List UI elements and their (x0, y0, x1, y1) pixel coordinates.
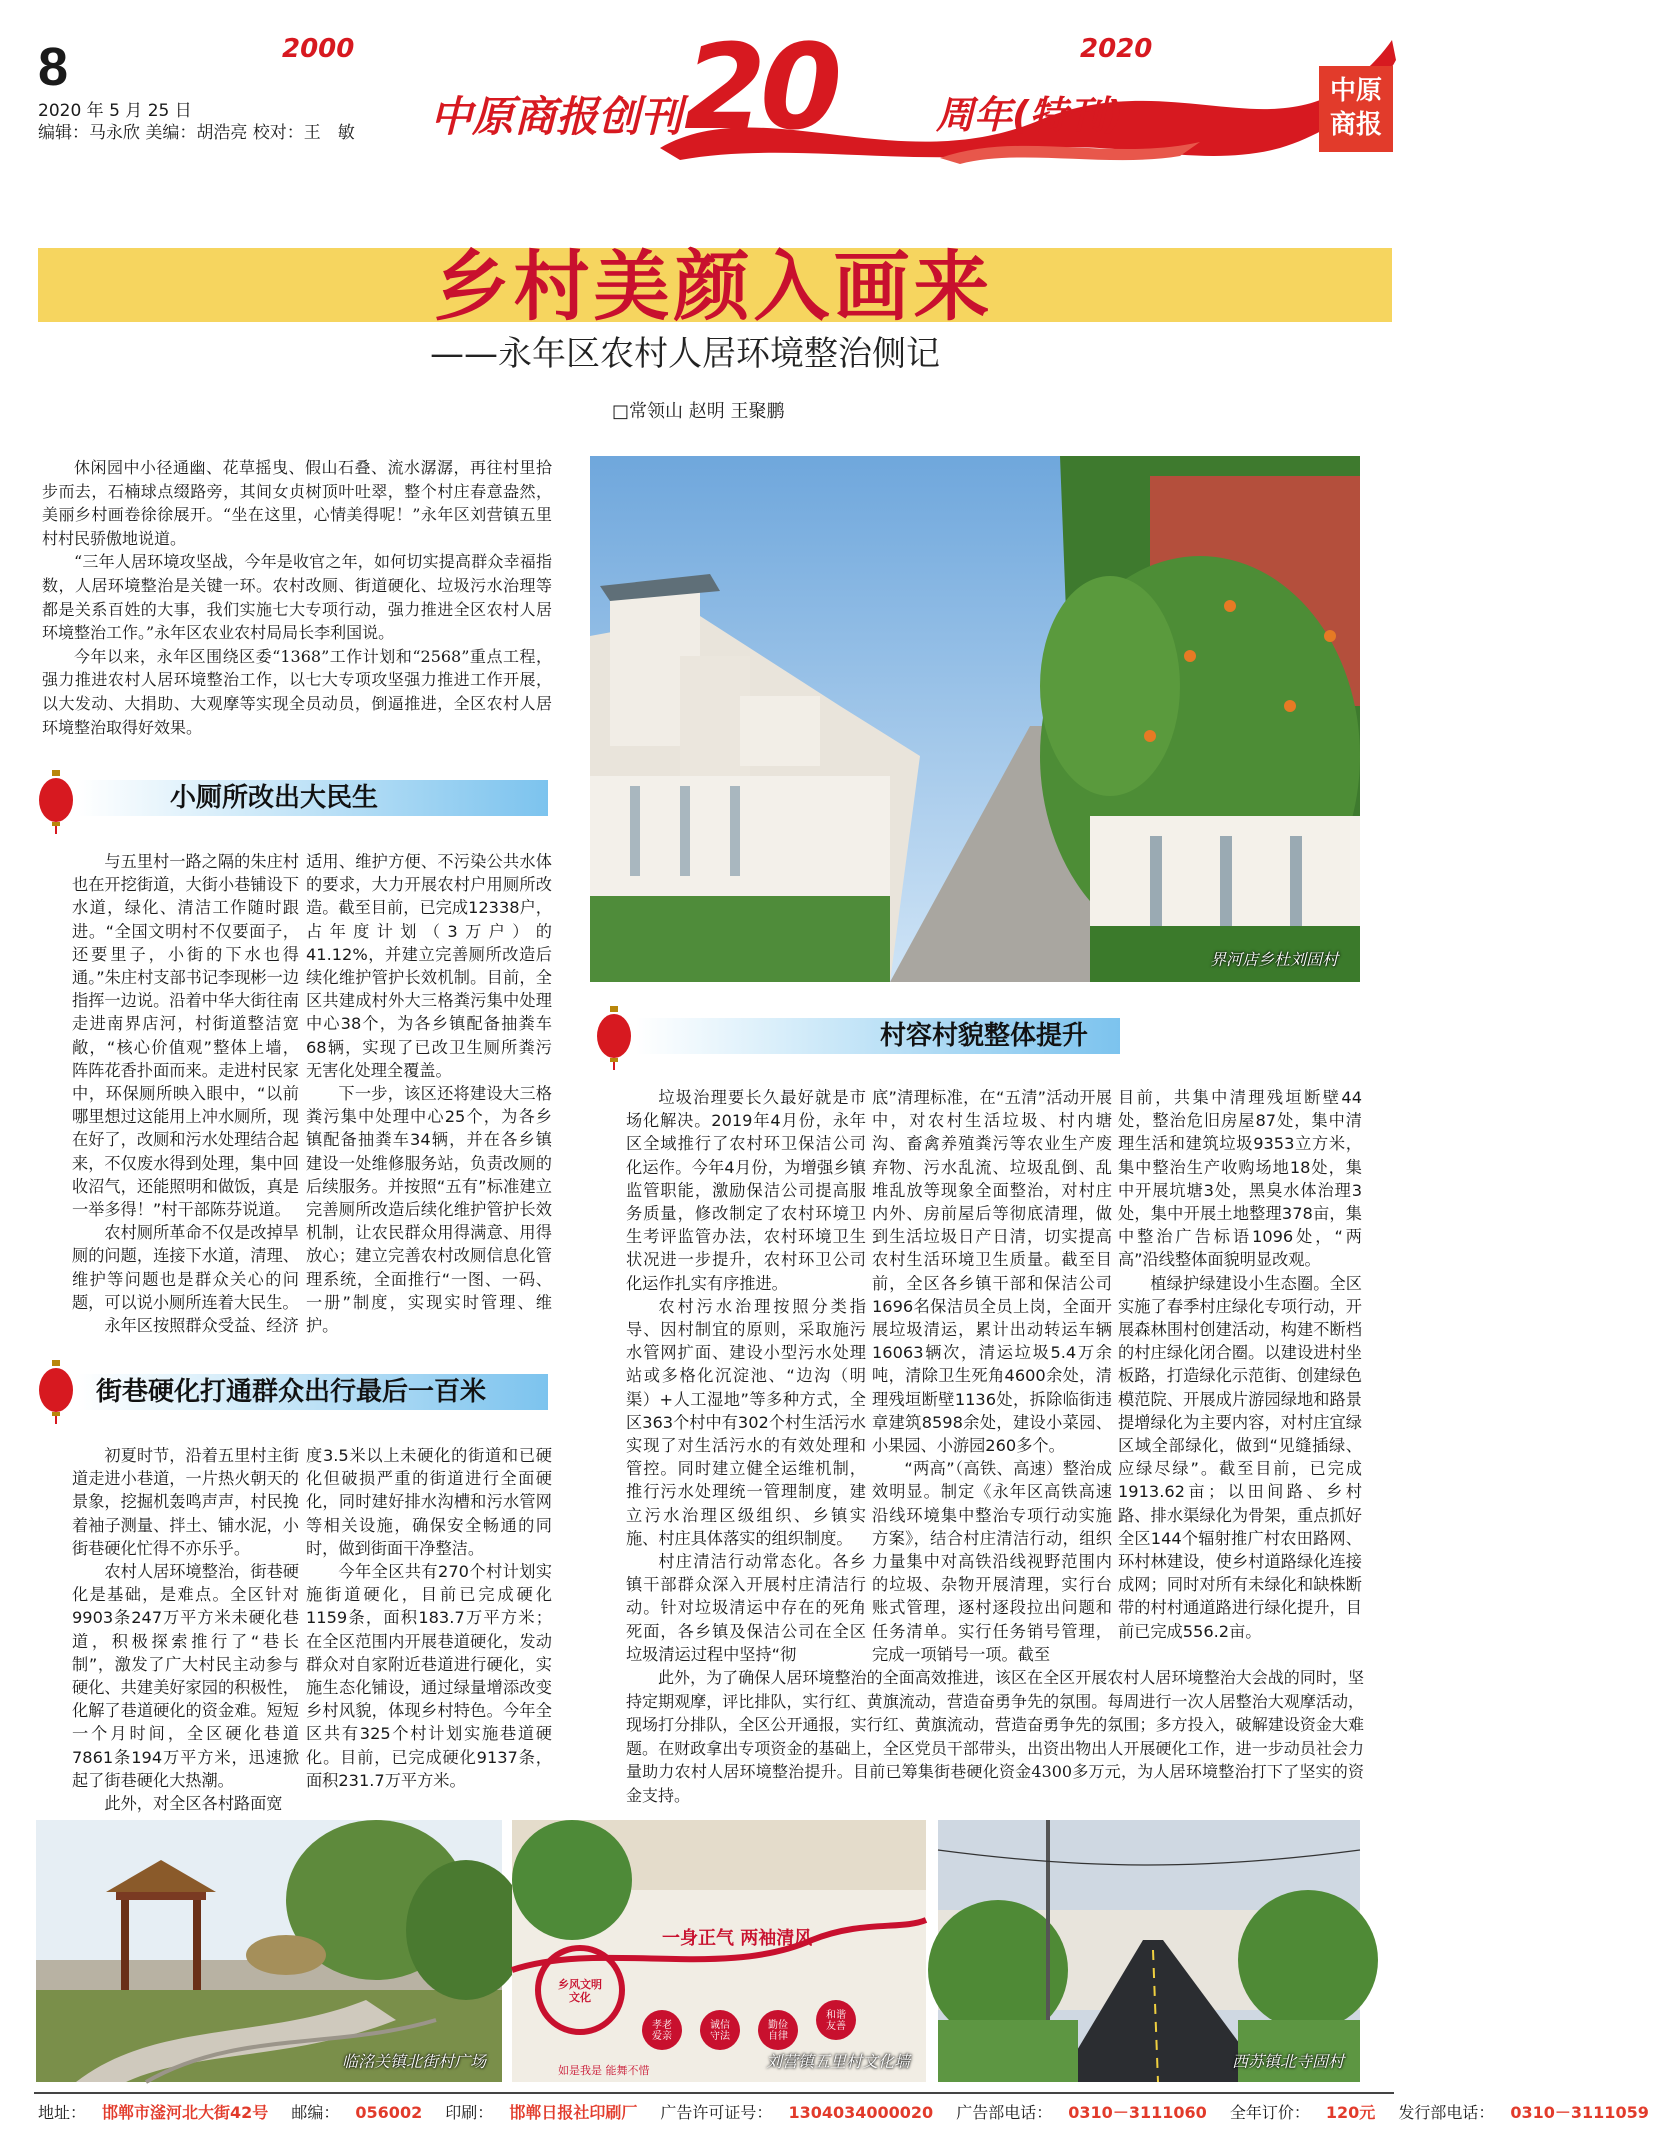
bottom-photo-caption: 刘营镇五里村文化墙 (765, 2052, 910, 2071)
closing-paragraph (626, 1666, 1364, 1808)
paragraph: 农村污水治理按照分类指导、因村制宜的原则，采取施污水管网扩面、建设小型污水处理站或多格化沉淀池、“边沟（明渠）+人工湿地”等多种方式，全区363个村中有302个村生活污水实现了对生活污水的有效处理和管控。同时建立健全运维机制，推行污水处理统一管理制度，建立污水治理区级组织、乡镇实施、村庄具体落实的组织制度。 (626, 1296, 866, 1548)
section-heading-village: 村容村貌整体提升 (880, 1021, 1089, 1051)
footer-license-label: 广告许可证号： (660, 2103, 773, 2122)
paragraph: 与五里村一路之隔的朱庄村也在开挖街道，大街小巷铺设下水道，绿化、清洁工作随时跟进。“全国文明村不仅要面子，还要里子，小街的下水也得通。”朱庄村支部书记李现彬一边指挥一边说。沿着中华大街往南走进南界店河，村街道整洁宽敞，“核心价值观”整体上墙，阵阵花香扑面而来。走进村民家中，环保厕所映入眼中，“以前哪里想过这能用上冲水厕所，现在好了，改厕和污水处理结合起来，不仅废水得到处理，集中回收沼气，还能照明和做饭，真是一举多得！”村干部陈芬说道。 (72, 852, 299, 1220)
byline: □常领山 赵明 王聚鹏 (612, 401, 785, 422)
section3-col-b (872, 1086, 1112, 1666)
paragraph: 下一步，该区还将建设大三格粪污集中处理中心25个，为各乡镇配备抽粪车34辆，并在各乡镇建设一处维修服务站，负责改厕的后续服务。并按照“五有”标准建立完善厕所改造后续化维护管护长效机制，让农民群众用得满意、用得放心；建立完善农村改厕信息化管理系统，全面推行“一图、一码、一册”制度，实现实时管理、维护。 (306, 1084, 552, 1336)
wall-tile: 诚信守法 (710, 2020, 730, 2042)
paragraph: 度3.5米以上未硬化的街道和已硬化但破损严重的街道进行全面硬化，同时建好排水沟槽和污水管网等相关设施，确保安全畅通的同时，做到街面干净整洁。 (306, 1446, 552, 1558)
footer (38, 2100, 1667, 2123)
footer-ad-phone: 0310－3111060 (1068, 2103, 1207, 2122)
paragraph: 初夏时节，沿着五里村主街道走进小巷道，一片热火朝天的景象，挖掘机轰鸣声声，村民挽着袖子测量、拌土、铺水泥，小街巷硬化忙得不亦乐乎。 (72, 1446, 299, 1558)
paragraph: 植绿护绿建设小生态圈。全区实施了春季村庄绿化专项行动，开展森林围村创建活动，构建不断档的村庄绿化闭合圈。以建设进村坐板路，打造绿化示范街、创建绿色模范院、开展成片游园绿地和路景提增绿化为主要内容，对村庄宜绿区域全部绿化，做到“见缝插绿、应绿尽绿”。截至目前，已完成1913.62亩；以田间路、乡村路、排水渠绿化为骨架，重点抓好全区144个辐射推广村农田路网、环村林建设，使乡村道路绿化连接成网；同时对所有未绿化和缺株断带的村村通道路进行绿化提升，目前已完成556.2亩。 (1118, 1273, 1362, 1641)
section-heading-toilet: 小厕所改出大民生 (170, 783, 379, 813)
editor-credits: 编辑：马永欣 美编：胡浩亮 校对：王 敏 (38, 123, 355, 143)
section1-col-b (306, 850, 552, 1337)
paragraph: 今年全区共有270个村计划实施街道硬化，目前已完成硬化1159条，面积183.7万平方米；在全区范围内开展巷道硬化，发动群众对自家附近巷道进行硬化，实施生态化铺设，通过绿量增添改变乡村风貌，体现乡村特色。今年全区共有325个村计划实施巷道硬化。目前，已完成硬化9137条，面积231.7万平方米。 (306, 1562, 552, 1790)
main-photo (590, 456, 1360, 982)
paragraph: 农村厕所革命不仅是改掉旱厕的问题，连接下水道，清理、维护等问题也是群众关心的问题，可以说小厕所连着大民生。 (72, 1223, 299, 1312)
article-title: 乡村美颜入画来 (433, 242, 994, 331)
paragraph: 永年区按照群众受益、经济 (104, 1316, 299, 1336)
page-number: 8 (38, 37, 69, 97)
wall-motto-text: 如是我是 能舞不惜 (558, 2064, 650, 2077)
section3-col-a (626, 1086, 866, 1666)
lantern-icon (594, 1006, 634, 1070)
footer-address-label: 地址： (38, 2103, 87, 2122)
logo-line-1: 中原 (1329, 76, 1382, 106)
main-photo-caption: 界河店乡杜刘固村 (1209, 950, 1338, 969)
lead-text (42, 456, 552, 739)
wall-tile: 孝老爱亲 (652, 2020, 672, 2042)
bottom-photo-square (36, 1820, 502, 2082)
square-park-image (36, 1820, 502, 2082)
anniversary-number: 20 (684, 18, 837, 156)
footer-price: 120元 (1325, 2103, 1376, 2122)
footer-price-label: 全年订价： (1229, 2103, 1310, 2122)
issue-date: 2020 年 5 月 25 日 (38, 101, 192, 121)
footer-license: 1304034000020 (788, 2103, 934, 2122)
paragraph: 此外，为了确保人居环境整治的全面高效推进，该区在全区开展农村人居环境整治大会战的同时，坚持定期观摩，评比排队，实行红、黄旗流动，营造奋勇争先的氛围。每周进行一次人居整治大观摩活动，现场打分排队，全区公开通报，实行红、黄旗流动，营造奋勇争先的氛围；多方投入，破解建设资金大难题。在财政拿出专项资金的基础上，全区党员干部带头，出资出物出人开展硬化工作，进一步动员社会力量助力农村人居环境整治提升。目前已筹集街巷硬化资金4300多万元，为人居环境整治打下了坚实的资金支持。 (626, 1668, 1364, 1805)
wall-circle-text: 乡风文明文化 (558, 1978, 602, 2004)
culture-wall-image (512, 1820, 926, 2082)
paragraph: 目前，共集中清理残垣断壁44处，整治危旧房屋87处，集中清理生活和建筑垃圾9353立方米，集中整治生产收购场地18处，集中开展坑塘3处，黑臭水体治理3处，集中开展土地整理378亩，集中整治广告标语1096处，“两高”沿线整体面貌明显改观。 (1118, 1088, 1362, 1270)
year-end: 2020 (1080, 34, 1153, 64)
section2-col-b (306, 1444, 552, 1792)
bottom-photo-caption: 临洺关镇北街村广场 (341, 2052, 486, 2071)
footer-dist-phone: 0310－3111059 (1510, 2103, 1649, 2122)
article-subtitle: ——永年区农村人居环境整治侧记 (430, 334, 940, 374)
wall-tile: 和谐友善 (826, 2010, 846, 2032)
wall-tile: 勤俭自律 (768, 2020, 788, 2042)
year-start: 2000 (282, 34, 355, 64)
footer-printer-label: 印刷： (445, 2103, 494, 2122)
village-road-image (938, 1820, 1360, 2082)
logo-line-2: 商报 (1329, 110, 1382, 140)
lead-paragraph: 今年以来，永年区围绕区委“1368”工作计划和“2568”重点工程，强力推进农村人居环境整治工作，以七大专项攻坚强力推进工作开展，以大发动、大捐助、大观摩等实现全员动员，倒逼推进，全区农村人居环境整治取得好效果。 (42, 646, 552, 737)
lantern-icon (36, 1360, 76, 1424)
lead-paragraph: 休闲园中小径通幽、花草摇曳、假山石叠、流水潺潺，再往村里拾步而去，石楠球点缀路旁，其间女贞树顶叶吐翠，整个村庄春意盎然，美丽乡村画卷徐徐展开。“坐在这里，心情美得呢！”永年区刘营镇五里村村民骄傲地说道。 (42, 458, 552, 548)
wall-banner-text: 一身正气 两袖清风 (662, 1928, 813, 1949)
lead-paragraph: “三年人居环境攻坚战，今年是收官之年，如何切实提高群众幸福指数，人居环境整治是关键一环。农村改厕、街道硬化、垃圾污水治理等都是关系百姓的大事，我们实施七大专项行动，强力推进全区农村人居环境整治工作。”永年区农业农村局局长李利国说。 (42, 552, 552, 643)
village-street-image (590, 456, 1360, 982)
bottom-photo-wall (512, 1820, 926, 2082)
section3-col-c (1118, 1086, 1362, 1643)
paragraph: 适用、维护方便、不污染公共水体的要求，大力开展农村户用厕所改造。截至目前，已完成12338户，占年度计划（3万户）的41.12%，并建立完善厕所改造后续化维护管护长效机制。目前，全区共建成村外大三格粪污集中处理中心38个，为各乡镇配备抽粪车68辆，实现了已改卫生厕所粪污无害化处理全覆盖。 (306, 852, 552, 1080)
bottom-photo-caption: 西苏镇北寺固村 (1231, 2052, 1344, 2071)
footer-printer: 邯郸日报社印刷厂 (509, 2103, 638, 2122)
paragraph: 农村人居环境整治，街巷硬化是基础，是难点。全区针对9903条247万平方米未硬化巷道，积极探索推行了“巷长制”，激发了广大村民主动参与硬化、共建美好家园的积极性，化解了巷道硬化的资金难。短短一个月时间，全区硬化巷道7861条194万平方米，迅速掀起了街巷硬化大热潮。 (72, 1562, 299, 1790)
footer-divider (34, 2092, 1394, 2094)
footer-postcode-label: 邮编： (291, 2103, 340, 2122)
newspaper-logo (1319, 66, 1393, 152)
paragraph: “两高”（高铁、高速）整治成效明显。制定《永年区高铁高速沿线环境集中整治专项行动实施方案》，结合村庄清洁行动，组织力量集中对高铁沿线视野范围内的垃圾、杂物开展清理，实行台账式管理，逐村逐段拉出问题和任务清单。实行任务销号管理，完成一项销号一项。截至 (872, 1459, 1112, 1664)
anniversary-suffix: 周年(特刊) (936, 93, 1123, 137)
bottom-photo-road (938, 1820, 1360, 2082)
footer-dist-phone-label: 发行部电话： (1398, 2103, 1495, 2122)
lantern-icon (36, 770, 76, 834)
paragraph: 此外，对全区各村路面宽 (104, 1794, 283, 1814)
paragraph: 底”清理标准，在“五清”活动开展中，对农村生活垃圾、村内塘沟、畜禽养殖粪污等农业生产废弃物、污水乱流、垃圾乱倒、乱堆乱放等现象全面整治，对村庄内外、房前屋后等彻底清理，做到生活垃圾日产日清，切实提高农村生活环境卫生质量。截至目前，全区各乡镇干部和保洁公司1696名保洁员全员上岗，全面开展垃圾清运，累计出动转运车辆16063辆次，清运垃圾5.4万余吨，清除卫生死角4600余处，清理残垣断壁1136处，拆除临街违章建筑8598余处，建设小菜园、小果园、小游园260多个。 (872, 1088, 1112, 1456)
paragraph: 垃圾治理要长久最好就是市场化解决。2019年4月份，永年区全域推行了农村环卫保洁公司化运作。今年4月份，为增强乡镇监管职能，激励保洁公司提高服务质量，修改制定了农村环境卫生考评监管办法，农村环境卫生状况进一步提升，农村环卫公司化运作扎实有序推进。 (626, 1088, 866, 1293)
footer-address: 邯郸市滏河北大街42号 (102, 2103, 269, 2122)
footer-ad-phone-label: 广告部电话： (956, 2103, 1053, 2122)
section2-col-a (72, 1444, 299, 1815)
section-heading-streets: 街巷硬化打通群众出行最后一百米 (96, 1377, 487, 1407)
footer-postcode: 056002 (355, 2103, 423, 2122)
paper-name: 中原商报创刊 (430, 92, 683, 141)
section1-col-a (72, 850, 299, 1337)
paragraph: 村庄清洁行动常态化。各乡镇干部群众深入开展村庄清洁行动。针对垃圾清运中存在的死角死面，各乡镇及保洁公司在全区垃圾清运过程中坚持“彻 (626, 1552, 866, 1664)
